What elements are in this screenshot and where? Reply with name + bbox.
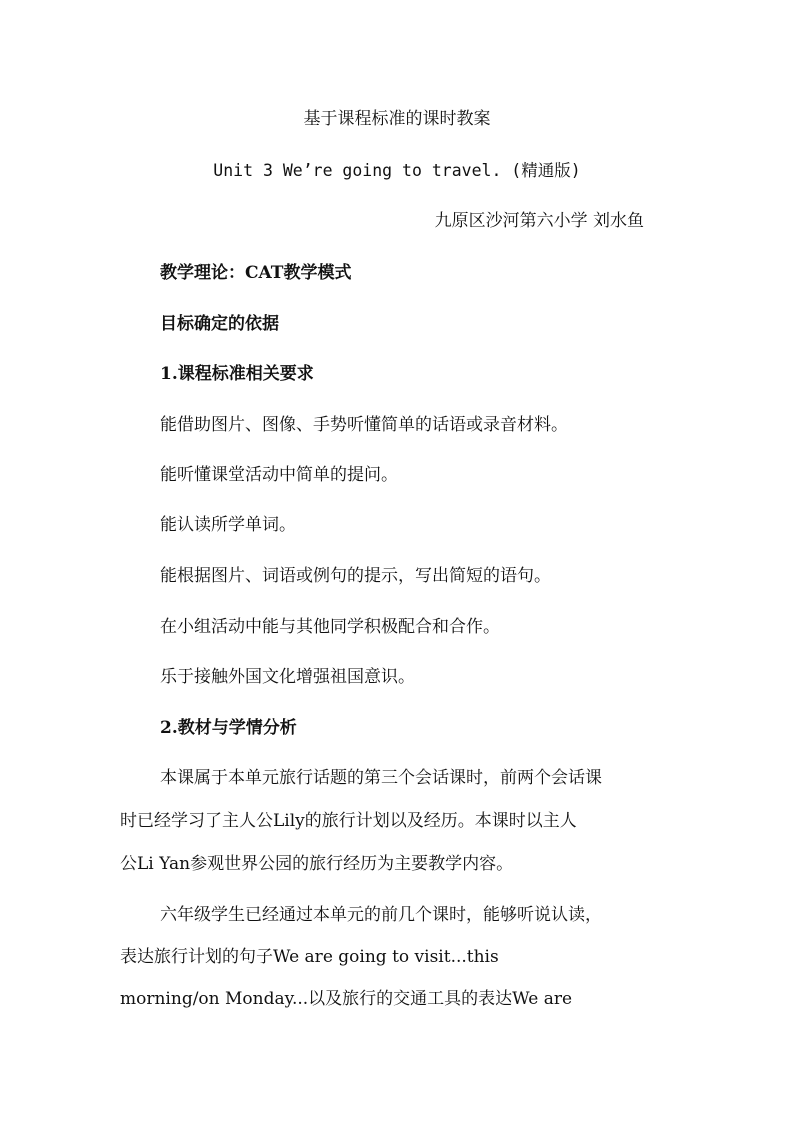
requirement-item: 乐于接触外国文化增强祖国意识。	[160, 667, 415, 687]
section2-heading: 2.教材与学情分析	[160, 718, 297, 738]
basis-heading: 目标确定的依据	[160, 314, 279, 334]
requirement-item: 能借助图片、图像、手势听懂简单的话语或录音材料。	[160, 415, 568, 435]
section1-heading: 1.课程标准相关要求	[160, 364, 314, 384]
requirement-item: 能认读所学单词。	[160, 515, 296, 535]
teaching-theory: 教学理论：CAT教学模式	[160, 263, 352, 283]
analysis-paragraph-line: 公Li Yan参观世界公园的旅行经历为主要教学内容。	[120, 854, 514, 874]
requirement-item: 能根据图片、词语或例句的提示，写出简短的语句。	[160, 566, 551, 586]
analysis-paragraph-line: 本课属于本单元旅行话题的第三个会话课时，前两个会话课	[160, 768, 602, 788]
analysis-paragraph-line: 六年级学生已经通过本单元的前几个课时，能够听说认读，	[160, 905, 602, 925]
analysis-paragraph-line: 表达旅行计划的句子We are going to visit...this	[120, 947, 499, 967]
requirement-item: 能听懂课堂活动中简单的提问。	[160, 465, 398, 485]
document-author: 九原区沙河第六小学 刘水鱼	[434, 211, 644, 231]
requirement-item: 在小组活动中能与其他同学积极配合和合作。	[160, 617, 500, 637]
document-title: 基于课程标准的课时教案	[303, 109, 491, 129]
analysis-paragraph-line: 时已经学习了主人公Lily的旅行计划以及经历。本课时以主人	[120, 811, 577, 831]
analysis-paragraph-line: morning/on Monday...以及旅行的交通工具的表达We are	[120, 989, 573, 1009]
document-subtitle: Unit 3 We’re going to travel. (精通版)	[213, 161, 581, 180]
